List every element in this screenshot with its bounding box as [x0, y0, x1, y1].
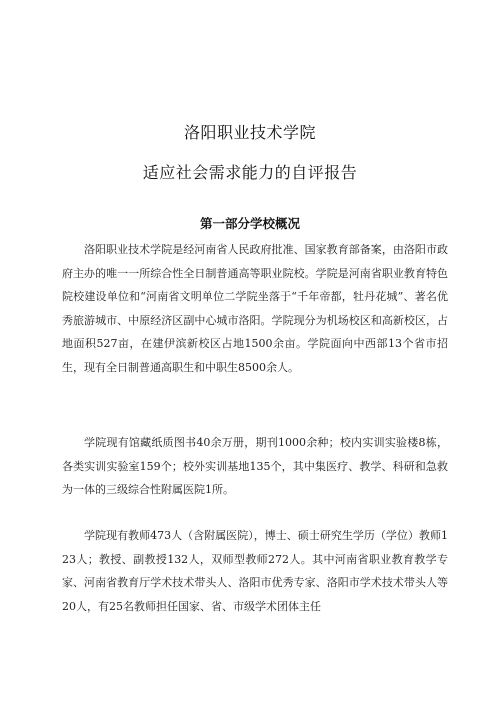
- document-title: 洛阳职业技术学院: [183, 123, 316, 142]
- paragraph-facilities: 学院现有馆藏纸质图书40余万册，期刊1000余种；校内实训实验楼8栋，各类实训实验室159个；校外实训基地135个，其中集医疗、教学、科研和急救为一体的三级综合性附属医院1所。: [62, 436, 448, 496]
- document-subtitle: 适应社会需求能力的自评报告: [142, 163, 358, 182]
- paragraph-overview: 洛阳职业技术学院是经河南省人民政府批准、国家教育部备案，由洛阳市政府主办的唯一一所综合性全日制普通高等职业院校。学院是河南省职业教育特色院校建设单位和“河南省文明单位二学院坐落于“千年帝都，牡丹花城”、著名优秀旅游城市、中原经济区副中心城市洛阳。学院现分为机场校区和高新校区，占地面积527亩，在建伊滨新校区占地1500余亩。学院面向中西部13个省市招生，现有全日制普通高职生和中职生8500余人。: [62, 243, 448, 374]
- paragraph-faculty: 学院现有教师473人（含附属医院），博士、硕士研究生学历（学位）教师123人；教授、副教授132人，双师型教师272人。其中河南省职业教育教学专家、河南省教育厅学术技术带头人、洛阳市优秀专家、洛阳市学术技术带头人等20人，有25名教师担任国家、省、市级学术团体主任: [62, 529, 448, 613]
- section-heading: 第一部分学校概况: [199, 216, 300, 231]
